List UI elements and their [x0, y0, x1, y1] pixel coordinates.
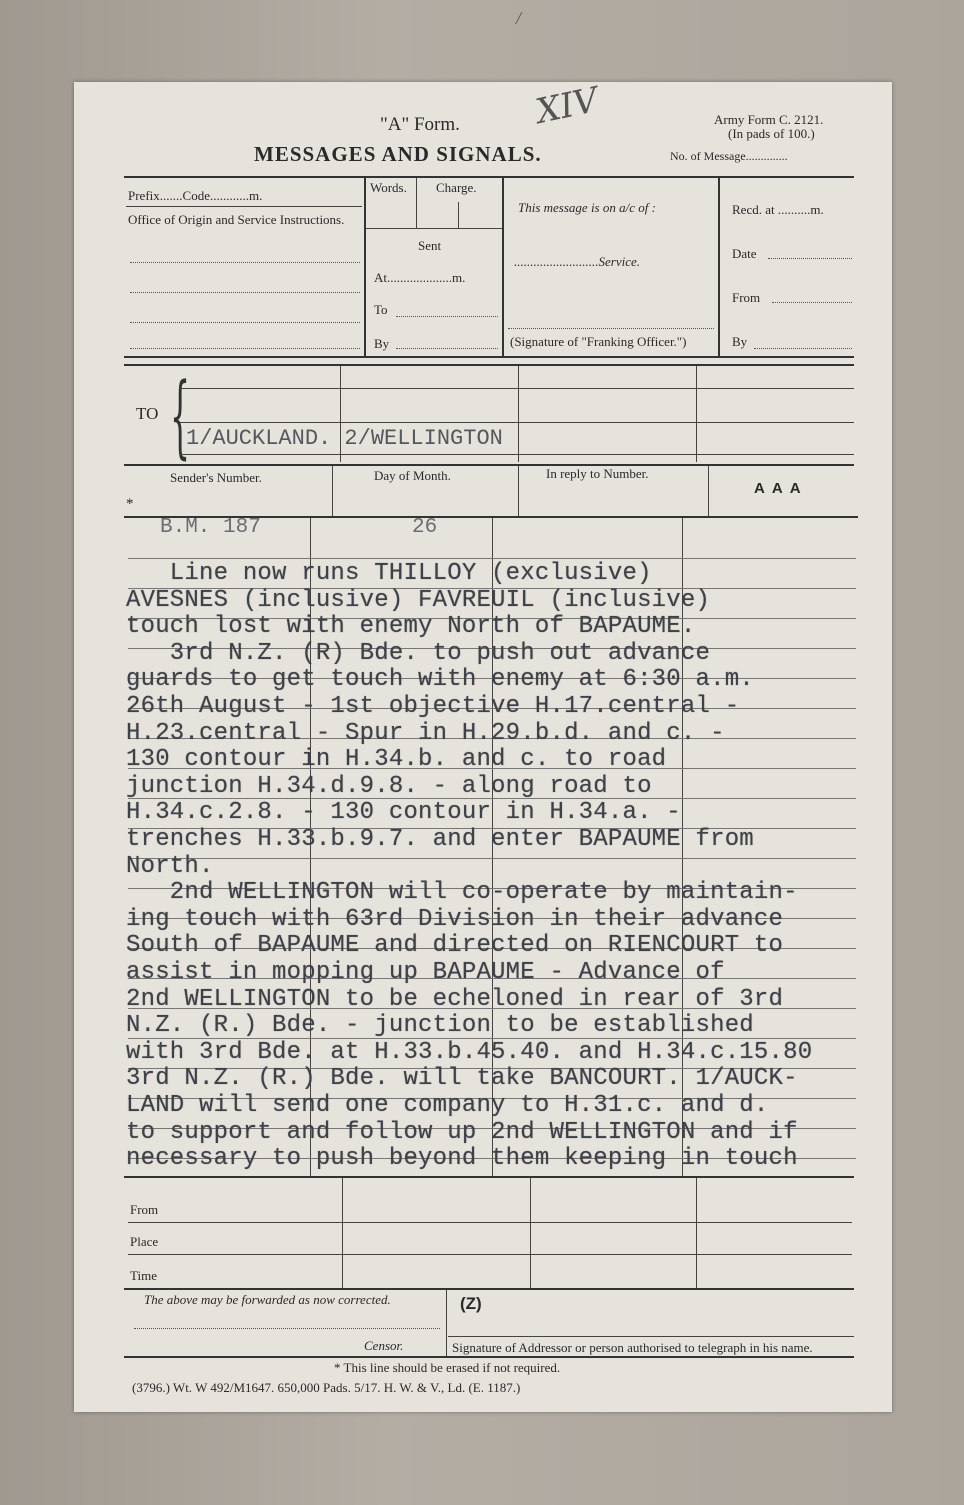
grid-line [448, 1336, 854, 1337]
office-origin-label: Office of Origin and Service Instructions. [128, 212, 345, 227]
grid-line [696, 366, 697, 462]
grid-divider [718, 176, 720, 356]
grid-line [518, 366, 519, 462]
grid-line [332, 466, 333, 518]
grid-divider [502, 176, 504, 356]
ruled-line [128, 858, 856, 859]
dotted-line [130, 262, 360, 263]
grid-line [128, 1222, 852, 1223]
message-number-field: No. of Message.............. [670, 149, 788, 163]
dotted-line [130, 292, 360, 293]
message-line: assist in mopping up BAPAUME - Advance of [126, 959, 725, 986]
ruled-line [128, 558, 856, 559]
message-line: North. [126, 852, 214, 880]
day-of-month-label: Day of Month. [374, 468, 451, 483]
pencil-mark: / [516, 8, 522, 28]
pads-note: (In pads of 100.) [728, 126, 815, 141]
sent-by-label: By [374, 336, 390, 351]
dotted-line [396, 316, 498, 317]
dotted-line [396, 348, 498, 349]
grid-divider [364, 176, 366, 356]
footer-time-label: Time [130, 1268, 157, 1283]
message-line: LAND will send one company to H.31.c. and d. [126, 1092, 769, 1119]
message-line: 26th August - 1st objective H.17.central - [126, 693, 740, 720]
dotted-line [130, 322, 360, 323]
message-line: 130 contour in H.34.b. and c. to road [126, 746, 667, 774]
footer-divider [124, 1288, 854, 1290]
grid-line [416, 178, 417, 228]
typed-day: 26 [412, 516, 438, 539]
sender-row-top [124, 464, 854, 466]
grid-line [128, 1254, 852, 1255]
message-line: AVESNES (inclusive) FAVREUIL (inclusive) [126, 586, 711, 614]
grid-line [180, 388, 854, 389]
dotted-line [768, 258, 852, 259]
grid-line [342, 1178, 343, 1288]
grid-line [518, 466, 519, 518]
asterisk-mark: * [126, 496, 134, 512]
message-line: H.34.c.2.8. - 130 contour in H.34.a. - [126, 799, 681, 827]
message-line: N.Z. (R.) Bde. - junction to be established [126, 1012, 754, 1040]
typed-sender-number: B.M. 187 [160, 516, 261, 539]
grid-line [708, 466, 709, 518]
senders-number-label: Sender's Number. [170, 470, 262, 485]
message-line: junction H.34.d.9.8. - along road to [126, 772, 652, 800]
message-line: 3rd N.Z. (R) Bde. to push out advance [126, 639, 711, 667]
grid-top-border [124, 176, 854, 178]
from-label: From [732, 290, 761, 305]
footer-from-label: From [130, 1202, 159, 1217]
message-line: South of BAPAUME and directed on RIENCOURT to [126, 932, 784, 960]
page-title: MESSAGES AND SIGNALS. [254, 142, 542, 166]
addressees: 1/AUCKLAND. 2/WELLINGTON [186, 426, 503, 451]
dotted-line [754, 348, 852, 349]
grid-line [366, 228, 502, 229]
words-label: Words. [370, 180, 407, 195]
censor-label: Censor. [364, 1338, 404, 1353]
sent-label: Sent [418, 238, 442, 253]
pencil-annotation: XIV [532, 79, 602, 133]
to-block-top [124, 364, 854, 366]
service-field: ..........................Service. [514, 254, 641, 269]
message-line: 2nd WELLINGTON will co-operate by maintain- [126, 879, 798, 907]
form-name: "A" Form. [380, 114, 460, 135]
army-form [74, 79, 892, 1412]
message-ac-label: This message is on a/c of : [518, 200, 656, 215]
message-line: H.23.central - Spur in H.29.b.d. and c. - [126, 719, 725, 747]
footer-bottom [124, 1356, 854, 1358]
dotted-line [130, 348, 360, 349]
grid-line [126, 206, 362, 207]
message-line: necessary to push beyond them keeping in touch [126, 1145, 798, 1173]
message-line: 3rd N.Z. (R.) Bde. will take BANCOURT. 1/AUCK- [126, 1065, 798, 1093]
message-line: to support and follow up 2nd WELLINGTON and if [126, 1118, 798, 1146]
grid-bottom-border [124, 356, 854, 358]
message-line: with 3rd Bde. at H.33.b.45.40. and H.34.c.15.80 [126, 1038, 813, 1066]
signature-label: Signature of Addressor or person authorised to telegraph in his name. [452, 1340, 813, 1355]
print-line: (3796.) Wt. W 492/M1647. 650,000 Pads. 5/17. H. W. & V., Ld. (E. 1187.) [132, 1380, 521, 1395]
army-form-number: Army Form C. 2121. [714, 112, 824, 127]
in-reply-to-label: In reply to Number. [546, 466, 649, 481]
sent-at-field: At....................m. [374, 270, 466, 285]
footer-top [124, 1176, 854, 1178]
z-marker: (Z) [460, 1294, 482, 1313]
aaa-label: A A A [754, 480, 803, 497]
grid-line [446, 1290, 447, 1356]
message-line: 2nd WELLINGTON to be echeloned in rear of 3rd [126, 985, 784, 1013]
grid-line [180, 454, 854, 455]
dotted-line [772, 302, 852, 303]
sent-to-label: To [374, 302, 388, 317]
footer-place-label: Place [130, 1234, 159, 1249]
dotted-line [134, 1328, 440, 1329]
forwarded-note: The above may be forwarded as now corrected. [144, 1292, 391, 1307]
prefix-code-field: Prefix.......Code............m. [128, 188, 263, 203]
grid-line [180, 422, 854, 423]
received-at-field: Recd. at ..........m. [732, 202, 824, 217]
to-brace: { [170, 364, 191, 469]
grid-line [458, 202, 459, 228]
message-line: ing touch with 63rd Division in their advance [126, 905, 784, 933]
message-line: touch lost with enemy North of BAPAUME. [126, 613, 696, 641]
grid-line [530, 1178, 531, 1288]
dotted-line [508, 328, 714, 329]
charge-label: Charge. [436, 180, 477, 195]
by-label: By [732, 334, 748, 349]
date-label: Date [732, 246, 757, 261]
grid-line [696, 1178, 697, 1288]
franking-officer-label: (Signature of "Franking Officer.") [510, 334, 687, 349]
message-line: trenches H.33.b.9.7. and enter BAPAUME from [126, 826, 754, 853]
to-label: TO [136, 404, 159, 423]
message-line: guards to get touch with enemy at 6:30 a.m. [126, 666, 754, 694]
erase-note: * This line should be erased if not required. [334, 1360, 561, 1375]
message-line: Line now runs THILLOY (exclusive) [126, 560, 652, 587]
